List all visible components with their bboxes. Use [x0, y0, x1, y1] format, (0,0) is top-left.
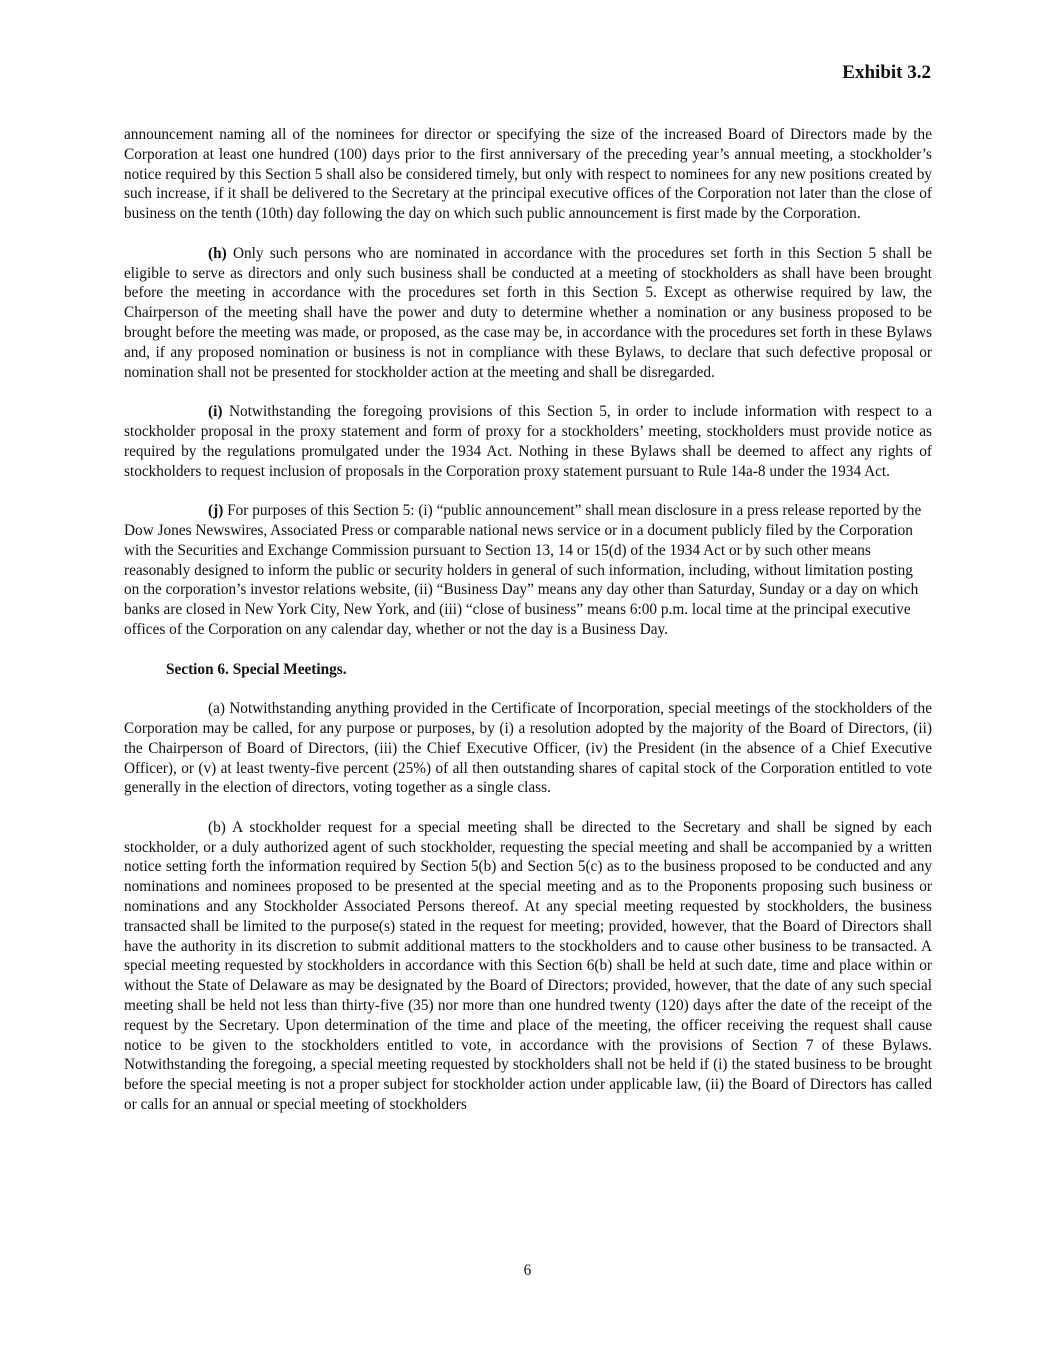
clause-label-j: (j) — [208, 502, 224, 520]
page-number: 6 — [523, 1262, 532, 1279]
section-6-heading: Section 6. Special Meetings. — [166, 660, 347, 678]
clause-label-i: (i) — [208, 403, 223, 421]
paragraph-6b: (b) A stockholder request for a special meeting shall be directed to the Secretary and shall be signed by each stockholder, or a duly authorized agent of such stockholder, requesting the special meeting and shall be accompanied by a written notice setting forth the information required by Section 5(b) and Section 5(c) as to the business proposed to be conducted and any nominations and nominees proposed to be presented at the special meeting and as to the Proponents proposing such business or nominations and any Stockholder Associated Persons thereof. At any special meeting requested by stockholders, the business transacted shall be limited to the purpose(s) stated in the request for meeting; provided, however, that the Board of Directors shall have the authority in its discretion to submit additional matters to the stockholders and to cause other business to be transacted. A special meeting requested by stockholders in accordance with this Section 6(b) shall be held at such date, time and place within or without the State of Delaware as may be designated by the Board of Directors; provided, however, that the date of any such special meeting shall be held not less than thirty-five (35) nor more than one hundred twenty (120) days after the date of the receipt of the request by the Secretary. Upon determination of the time and place of the meeting, the officer receiving the request shall cause notice to be given to the stockholders entitled to vote, in accordance with the provisions of Section 7 of these Bylaws. Notwithstanding the foregoing, a special meeting requested by stockholders shall not be held if (i) the stated business to be brought before the special meeting is not a proper subject for stockholder action under applicable law, (ii) the Board of Directors has called or calls for an annual or special meeting of stockholders — [124, 818, 932, 1114]
clause-text-j: For purposes of this Section 5: (i) “public announcement” shall mean disclosure in a press release reported by the Dow Jones Newswires, Associated Press or comparable national news service or in a document publicly filed by the Corporation with the Securities and Exchange Commission pursuant to Section 13, 14 or 15(d) of the 1934 Act or by such other means reasonably designed to inform the public or security holders in general of such information, including, without limitation posting on the corporation’s investor relations website, (ii) “Business Day” means any day other than Saturday, Sunday or a day on which banks are closed in New York City, New York, and (iii) “close of business” means 6:00 p.m. local time at the principal executive offices of the Corporation on any calendar day, whether or not the day is a Business Day. — [124, 502, 922, 638]
paragraph-i — [124, 402, 932, 481]
clause-text-h: Only such persons who are nominated in accordance with the procedures set forth in this Section 5 shall be eligible to serve as directors and only such business shall be conducted at a meeting of stockholders as shall have been brought before the meeting in accordance with the procedures set forth in this Section 5. Except as otherwise required by law, the Chairperson of the meeting shall have the power and duty to determine whether a nomination or any business proposed to be brought before the meeting was made, or proposed, as the case may be, in accordance with the procedures set forth in these Bylaws and, if any proposed nomination or business is not in compliance with these Bylaws, to declare that such defective proposal or nomination shall not be presented for stockholder action at the meeting and shall be disregarded. — [124, 244, 932, 381]
exhibit-label: Exhibit 3.2 — [842, 62, 931, 83]
paragraph-6a: (a) Notwithstanding anything provided in the Certificate of Incorporation, special meetings of the stockholders of the Corporation may be called, for any purpose or purposes, by (i) a resolution adopted by the majority of the Board of Directors, (ii) the Chairperson of Board of Directors, (iii) the Chief Executive Officer, (iv) the President (in the absence of a Chief Executive Officer), or (v) at least twenty-five percent (25%) of all then outstanding shares of capital stock of the Corporation entitled to vote generally in the election of directors, voting together as a single class. — [124, 700, 932, 797]
clause-text-i: Notwithstanding the foregoing provisions of this Section 5, in order to include information with respect to a stockholder proposal in the proxy statement and form of proxy for a stockholders’ meeting, stockholders must provide notice as required by the regulations promulgated under the 1934 Act. Nothing in these Bylaws shall be deemed to affect any rights of stockholders to request inclusion of proposals in the Corporation proxy statement pursuant to Rule 14a-8 under the 1934 Act. — [124, 403, 932, 480]
paragraph-j — [124, 501, 932, 640]
clause-label-h: (h) — [208, 244, 227, 262]
paragraph-h — [124, 244, 932, 383]
body-text — [124, 125, 932, 1135]
paragraph-intro: announcement naming all of the nominees for director or specifying the size of the increased Board of Directors made by the Corporation at least one hundred (100) days prior to the first anniversary of the preceding year’s annual meeting, a stockholder’s notice required by this Section 5 shall also be considered timely, but only with respect to nominees for any new positions created by such increase, if it shall be delivered to the Secretary at the principal executive offices of the Corporation not later than the close of business on the tenth (10th) day following the day on which such public announcement is first made by the Corporation. — [124, 126, 932, 223]
